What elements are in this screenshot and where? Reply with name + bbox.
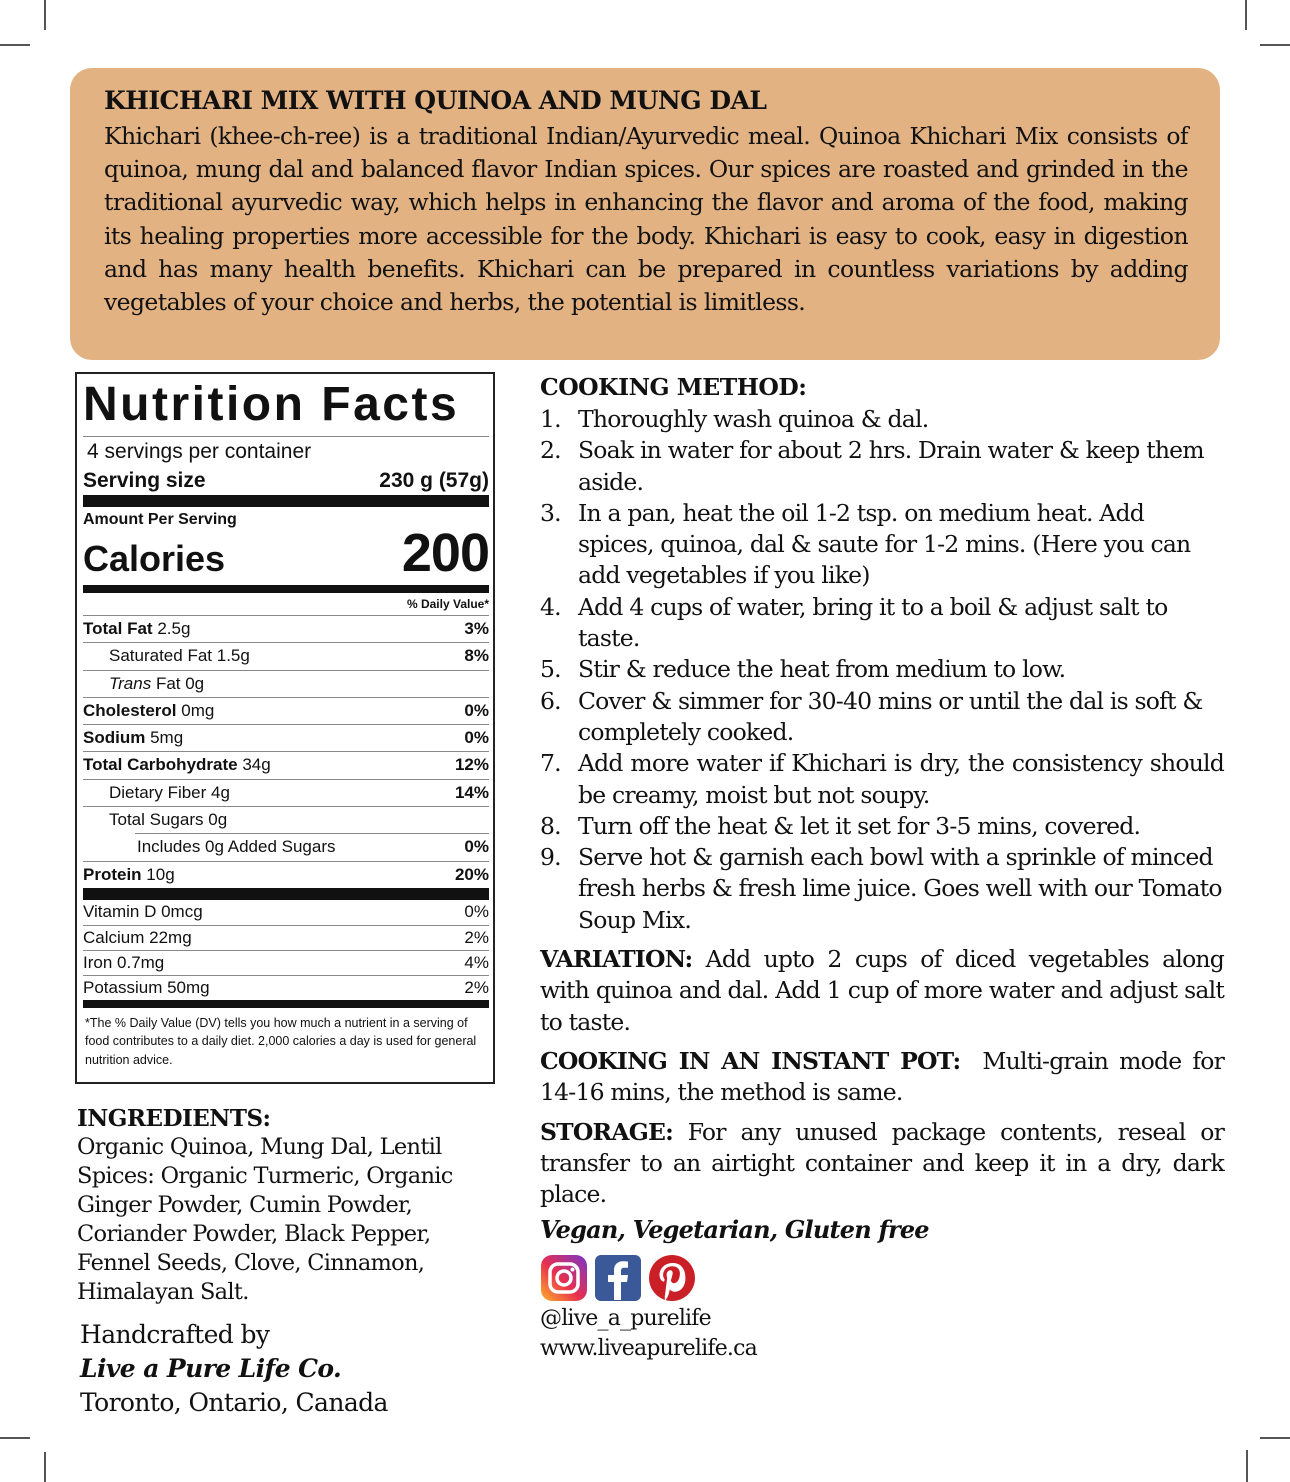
- step-number: 9.: [540, 843, 561, 872]
- nutrient-row-trans-fat: [83, 670, 489, 697]
- step-text: Serve hot & garnish each bowl with a sprinkle of minced fresh herbs & fresh lime juice. Goes well with our Tomato Soup Mix.: [578, 843, 1222, 934]
- crop-mark: [1260, 44, 1290, 46]
- nutrient-amount: Fat 0g: [155, 673, 205, 693]
- variation-label: VARIATION:: [540, 945, 693, 974]
- instant-pot-label: COOKING IN AN INSTANT POT:: [540, 1046, 961, 1075]
- vitamin-pct: 4%: [464, 952, 489, 972]
- ingredients-text: Organic Quinoa, Mung Dal, Lentil Spices: Organic Turmeric, Organic Ginger Powder, Cumin Powder, Coriander Powder, Black Pepper, Fennel Seeds, Clove, Cinnamon, Himalayan Salt.: [77, 1134, 453, 1305]
- nutrient-label: Total Sugars: [109, 810, 204, 830]
- vitamin-row: [83, 900, 489, 925]
- nutrient-pct: 0%: [464, 728, 489, 748]
- vitamin-label: Vitamin D 0mcg: [83, 901, 203, 921]
- serving-size-row: [83, 467, 489, 495]
- step-text: Soak in water for about 2 hrs. Drain water & keep them aside.: [578, 436, 1204, 496]
- nutrient-pct: 8%: [464, 646, 489, 666]
- nutrient-amount: 34g: [242, 755, 271, 775]
- nutrient-label: Saturated Fat: [109, 646, 213, 666]
- nutrient-label: Protein: [83, 864, 142, 884]
- nutrient-row-total-sugars: [83, 806, 489, 833]
- calories-label: Calories: [83, 538, 226, 579]
- company-location: Toronto, Ontario, Canada: [80, 1388, 388, 1417]
- social-handle[interactable]: @live_a_purelife: [540, 1305, 711, 1331]
- nutrient-label: Trans: [109, 673, 152, 693]
- nutrient-row-added-sugars: [135, 833, 489, 860]
- nutrient-pct: 14%: [454, 782, 489, 802]
- step-number: 5.: [540, 655, 561, 684]
- step-text: Add 4 cups of water, bring it to a boil & adjust salt to taste.: [578, 592, 1168, 653]
- product-description: Khichari (khee-ch-ree) is a traditional Indian/Ayurvedic meal. Quinoa Khichari Mix consists of quinoa, mung dal and balanced flavor Indian spices. Our spices are roasted and grinded in the traditional ayurvedic way, which helps in enhancing the flavor and aroma of the food, making its healing properties more accessible for the body. Khichari is easy to cook, easy in digestion and has many health benefits. Khichari can be prepared in countless variations by adding vegetables of your choice and herbs, the potential is limitless.: [104, 122, 1188, 317]
- nutrient-label: Total Carbohydrate: [83, 755, 238, 775]
- company-name: Live a Pure Life Co.: [80, 1354, 342, 1383]
- nutrient-pct: 3%: [464, 619, 489, 638]
- servings-per-container: 4 servings per container: [87, 440, 312, 463]
- storage-text: For any unused package contents, reseal or transfer to an airtight container and keep it in a dry, dark place.: [540, 1117, 1224, 1209]
- crop-mark: [0, 1437, 30, 1439]
- amount-per-serving: Amount Per Serving: [83, 511, 237, 528]
- crop-mark: [44, 1452, 46, 1482]
- nutrient-label: Cholesterol: [83, 700, 177, 720]
- daily-value-footnote: *The % Daily Value (DV) tells you how much a nutrient in a serving of food contributes to a daily diet. 2,000 calories a day is used for general nutrition advice.: [85, 1015, 477, 1067]
- step-text: Add more water if Khichari is dry, the consistency should be creamy, moist but not soupy.: [578, 749, 1224, 809]
- ingredients-section: [77, 1104, 507, 1307]
- ingredients-heading: INGREDIENTS:: [77, 1105, 271, 1132]
- vitamin-label: Potassium 50mg: [83, 977, 210, 997]
- nutrient-row-total-fat: [83, 615, 489, 642]
- crop-mark: [44, 0, 46, 30]
- step-number: 7.: [540, 749, 561, 778]
- instant-pot-section: [540, 1046, 1231, 1109]
- cooking-step: [540, 686, 1224, 749]
- step-text: In a pan, heat the oil 1-2 tsp. on medium heat. Add spices, quinoa, dal & saute for 1-2 mins. (Here you can add vegetables if you like): [578, 498, 1191, 590]
- nutrient-label: Dietary Fiber: [109, 782, 207, 802]
- vitamin-row: [83, 925, 489, 950]
- crop-mark: [1260, 1437, 1290, 1439]
- step-number: 4.: [540, 592, 561, 621]
- crop-mark: [0, 44, 30, 46]
- serving-size-label: Serving size: [83, 469, 206, 492]
- nutrient-amount: 0mg: [181, 700, 215, 720]
- vitamin-pct: 2%: [464, 927, 489, 947]
- cooking-step: [540, 842, 1224, 936]
- step-number: 2.: [540, 436, 561, 465]
- nutrient-label: Sodium: [83, 728, 146, 748]
- step-number: 8.: [540, 811, 561, 840]
- social-icons: [540, 1254, 1224, 1302]
- nutrient-pct: 12%: [454, 755, 489, 775]
- nutrient-row-sodium: [83, 724, 489, 751]
- thick-divider: [83, 888, 489, 900]
- nutrient-row-saturated-fat: [83, 642, 489, 669]
- cooking-step: [540, 654, 1224, 685]
- serving-size-value: 230 g (57g): [379, 469, 489, 492]
- nutrient-pct: 20%: [454, 864, 489, 884]
- nutrient-pct: 0%: [464, 837, 489, 857]
- thick-divider: [83, 1000, 489, 1008]
- nutrient-amount: 0g: [208, 810, 228, 830]
- cooking-method-heading: COOKING METHOD:: [540, 373, 807, 401]
- pinterest-icon[interactable]: [648, 1254, 696, 1302]
- step-number: 1.: [540, 405, 561, 433]
- step-text: Thoroughly wash quinoa & dal.: [578, 405, 929, 433]
- nutrient-amount: 4g: [211, 782, 230, 802]
- thick-divider: [83, 495, 489, 507]
- storage-section: [540, 1117, 1224, 1211]
- calories-value: 200: [401, 523, 489, 583]
- diet-tags: Vegan, Vegetarian, Gluten free: [540, 1215, 929, 1245]
- nutrient-label: Total Fat: [83, 619, 153, 638]
- nutrition-facts-title: Nutrition Facts: [83, 378, 460, 431]
- cooking-column: [540, 372, 1231, 1364]
- cooking-steps: [540, 404, 1224, 936]
- website-link[interactable]: www.liveapurelife.ca: [540, 1335, 757, 1361]
- product-title: KHICHARI MIX WITH QUINOA AND MUNG DAL: [104, 86, 767, 115]
- maker-info: [80, 1318, 388, 1420]
- instagram-icon[interactable]: [540, 1254, 588, 1302]
- nutrient-pct: 0%: [464, 700, 489, 720]
- storage-label: STORAGE:: [540, 1117, 673, 1146]
- nutrient-amount: 2.5g: [157, 619, 191, 638]
- crop-mark: [1246, 1450, 1248, 1482]
- calories-row: [83, 523, 489, 583]
- variation-section: [540, 944, 1224, 1038]
- cooking-step: [540, 748, 1224, 811]
- nutrient-amount: 10g: [146, 864, 175, 884]
- nutrient-row-dietary-fiber: [83, 779, 489, 806]
- cooking-step: [540, 435, 1224, 498]
- product-description-banner: [70, 68, 1220, 360]
- vitamin-row: [83, 950, 489, 975]
- nutrient-amount: 1.5g: [216, 646, 250, 666]
- cooking-step: [540, 811, 1224, 842]
- step-text: Stir & reduce the heat from medium to low.: [578, 655, 1066, 684]
- handcrafted-by: Handcrafted by: [80, 1320, 270, 1349]
- cooking-step: [540, 404, 1224, 435]
- nutrient-label: Includes 0g Added Sugars: [137, 837, 336, 857]
- daily-value-header: % Daily Value*: [406, 597, 489, 611]
- nutrient-amount: 5mg: [150, 728, 184, 748]
- instant-pot-text: Multi-grain mode for 14-16 mins, the method is same.: [540, 1046, 1231, 1107]
- cooking-step: [540, 592, 1224, 655]
- vitamins-list: [83, 900, 489, 1000]
- nutrient-row-protein: [83, 861, 489, 888]
- facebook-icon[interactable]: [594, 1254, 642, 1302]
- variation-text: Add upto 2 cups of diced vegetables along with quinoa and dal. Add 1 cup of more water and adjust salt to taste.: [540, 945, 1224, 1036]
- step-number: 6.: [540, 686, 561, 715]
- thick-divider: [83, 585, 489, 593]
- vitamin-pct: 2%: [464, 977, 489, 997]
- nutrient-row-cholesterol: [83, 697, 489, 724]
- vitamin-pct: 0%: [464, 901, 489, 921]
- cooking-step: [540, 498, 1224, 592]
- crop-mark: [1245, 0, 1247, 30]
- vitamin-label: Calcium 22mg: [83, 927, 192, 947]
- vitamin-row: [83, 975, 489, 1000]
- nutrition-facts-panel: [75, 372, 495, 1084]
- step-text: Cover & simmer for 30-40 mins or until the dal is soft & completely cooked.: [578, 686, 1203, 746]
- vitamin-label: Iron 0.7mg: [83, 952, 165, 972]
- nutrient-row-total-carbohydrate: [83, 751, 489, 778]
- step-number: 3.: [540, 498, 561, 527]
- step-text: Turn off the heat & let it set for 3-5 mins, covered.: [578, 811, 1141, 840]
